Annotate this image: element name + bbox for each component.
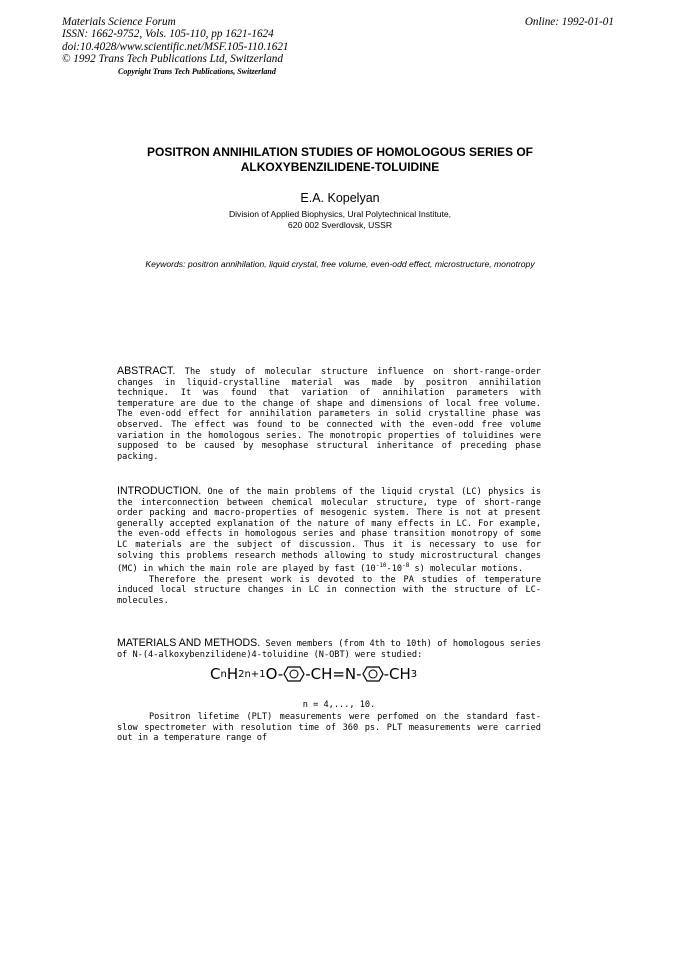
affiliation-line-2: 620 002 Sverdlovsk, USSR [287,220,393,230]
issn-line: ISSN: 1662-9752, Vols. 105-110, pp 1621-1624 [62,28,274,41]
introduction-text-c: s) molecular motions. [409,564,524,575]
doi-line: doi:10.4028/www.scientific.net/MSF.105-110.1621 [62,40,289,53]
publication-info [62,16,289,78]
methods-paragraph-2 [117,712,541,744]
formula-mid: -CH=N- [305,665,362,683]
methods-text-2: Positron lifetime (PLT) measurements were perfomed on the standard fast-slow spectrometer with resolution time of 360 ps. PLT measurements were carried out in a temperature range of [117,712,541,744]
exponent-2: -8 [402,562,410,570]
methods-section [117,638,541,660]
introduction-text-b: -10 [386,564,403,575]
journal-name: Materials Science Forum [62,16,176,28]
copyright-line-2: Copyright Trans Tech Publications, Switzerland [118,66,276,76]
introduction-paragraph-2: Therefore the present work is devoted to the PA studies of temperature induced local structure changes in LC in connection with the structure of LC-molecules. [117,574,541,606]
formula-c: C [210,665,221,683]
abstract-section [117,366,541,462]
online-date: Online: 1992-01-01 [524,16,614,28]
introduction-text: One of the main problems of the liquid crystal (LC) physics is the interconnection between chemical molecular structure, type of short-range order packing and macro-properties of mesogenic system. There is not at present generally accepted explanation of the nature of many effects in LC. For example, the even-odd effects in homologous series and phase transition monotropy of some LC materials are the subject of discussion. Thus it is necessary to use for solving this problems research methods allowing to study microstructural changes (MC) in which the main role are played by fast (10 [117,487,541,575]
formula-n: n [220,668,227,680]
formula-2n1: 2n+1 [238,668,266,680]
formula-3: 3 [410,668,418,680]
methods-heading: MATERIALS AND METHODS. [117,637,261,649]
affiliation-line-1: Division of Applied Biophysics, Ural Polytechnical Institute, [228,209,452,219]
benzene-ring-icon [283,666,305,682]
paper-title: POSITRON ANNIHILATION STUDIES OF HOMOLOGOUS SERIES OF ALKOXYBENZILIDENE-TOLUIDINE [146,145,533,174]
benzene-ring-icon [362,666,384,682]
author: E.A. Kopelyan [300,191,380,205]
exponent-1: -10 [375,562,387,570]
formula-o: O- [265,665,284,683]
formula-h: H [226,665,239,683]
affiliation [110,209,570,231]
formula-ch: -CH [383,665,411,683]
methods-text: Seven members (from 4th to 10th) of homologous series of N-(4-alkoxybenzilidene)4-toluidine (N-OBT) were studied: [117,639,542,660]
chemical-formula [210,665,417,683]
abstract-heading: ABSTRACT. [117,365,176,377]
introduction-section [117,486,541,606]
n-range: n = 4,..., 10. [302,700,376,710]
abstract-text: The study of molecular structure influence on short-range-order changes in liquid-crystalline material was made by positron annihilation technique. It was found that variation of annihilation parameters with temperature are due to the change of shape and dimensions of local free volume. The even-odd effect for annihilation parameters in solid crystalline phase was observed. The effect was found to be connected with the even-odd free volume variation in the homologous series. The monotropic properties of toluidines were supposed to be caused by mesophase structural inheritance of preceding phase packing. [117,367,541,462]
introduction-heading: INTRODUCTION. [117,485,202,497]
keywords: Keywords: positron annihilation, liquid crystal, free volume, even-odd effect, microstructure, monotropy [145,259,535,269]
copyright-line: © 1992 Trans Tech Publications Ltd, Switzerland [62,53,283,66]
